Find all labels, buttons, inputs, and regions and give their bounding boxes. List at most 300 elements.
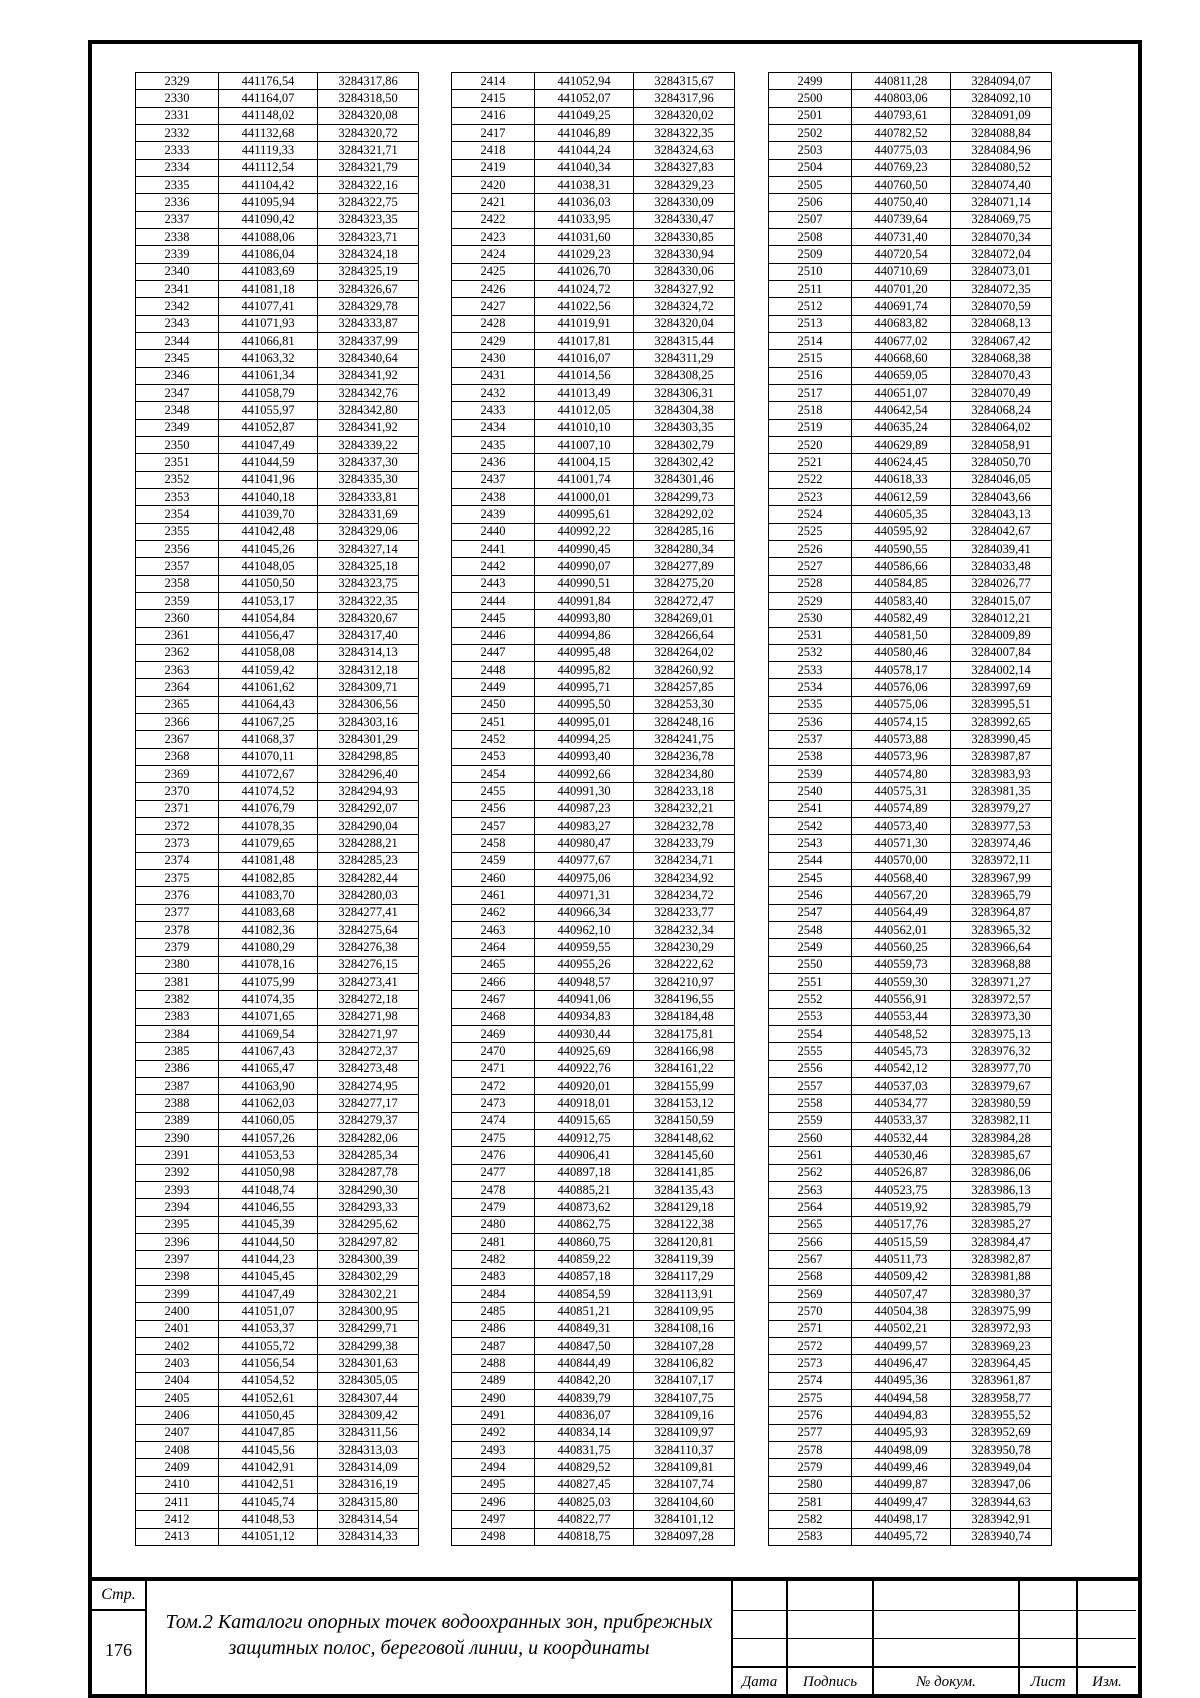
table-row xyxy=(769,90,1052,107)
coord-y: 3284309,42 xyxy=(318,1407,419,1424)
point-number: 2531 xyxy=(769,627,852,644)
table-row xyxy=(136,523,419,540)
point-number: 2329 xyxy=(136,73,219,90)
coord-x: 440545,73 xyxy=(852,1043,951,1060)
table-row xyxy=(136,627,419,644)
point-number: 2499 xyxy=(769,73,852,90)
table-row xyxy=(136,1233,419,1250)
coord-x: 440897,18 xyxy=(535,1164,634,1181)
point-number: 2578 xyxy=(769,1441,852,1458)
coord-x: 440990,07 xyxy=(535,558,634,575)
coord-y: 3284321,71 xyxy=(318,142,419,159)
point-number: 2433 xyxy=(452,402,535,419)
coord-y: 3283942,91 xyxy=(951,1511,1052,1528)
coord-x: 441081,18 xyxy=(219,280,318,297)
coord-x: 440567,20 xyxy=(852,887,951,904)
point-number: 2526 xyxy=(769,540,852,557)
table-row xyxy=(136,332,419,349)
point-number: 2367 xyxy=(136,731,219,748)
revision-label-document: № докум. xyxy=(874,1666,1018,1694)
coord-y: 3284285,16 xyxy=(634,523,735,540)
table-row xyxy=(136,1164,419,1181)
table-row xyxy=(136,766,419,783)
coord-y: 3284002,14 xyxy=(951,662,1052,679)
point-number: 2402 xyxy=(136,1337,219,1354)
point-number: 2375 xyxy=(136,870,219,887)
coord-x: 440955,26 xyxy=(535,956,634,973)
table-row xyxy=(452,1095,735,1112)
table-row xyxy=(769,263,1052,280)
table-row xyxy=(136,176,419,193)
coord-x: 440990,45 xyxy=(535,540,634,557)
point-number: 2568 xyxy=(769,1268,852,1285)
coord-y: 3284110,37 xyxy=(634,1441,735,1458)
coord-x: 440498,09 xyxy=(852,1441,951,1458)
point-number: 2456 xyxy=(452,800,535,817)
coord-x: 441059,42 xyxy=(219,662,318,679)
coord-x: 441017,81 xyxy=(535,332,634,349)
coord-y: 3283985,79 xyxy=(951,1199,1052,1216)
point-number: 2452 xyxy=(452,731,535,748)
coord-y: 3284271,97 xyxy=(318,1026,419,1043)
point-number: 2450 xyxy=(452,696,535,713)
coord-x: 440934,83 xyxy=(535,1008,634,1025)
point-number: 2365 xyxy=(136,696,219,713)
point-number: 2369 xyxy=(136,766,219,783)
point-number: 2445 xyxy=(452,610,535,627)
coord-x: 441060,05 xyxy=(219,1112,318,1129)
revision-label-signature: Подпись xyxy=(788,1666,872,1694)
coord-y: 3284277,17 xyxy=(318,1095,419,1112)
coord-y: 3284327,83 xyxy=(634,159,735,176)
point-number: 2394 xyxy=(136,1199,219,1216)
coord-y: 3284068,38 xyxy=(951,350,1052,367)
table-row xyxy=(136,1407,419,1424)
coord-y: 3283972,11 xyxy=(951,852,1052,869)
point-number: 2403 xyxy=(136,1355,219,1372)
point-number: 2426 xyxy=(452,280,535,297)
coord-y: 3283977,53 xyxy=(951,818,1052,835)
point-number: 2421 xyxy=(452,194,535,211)
coord-x: 440576,06 xyxy=(852,679,951,696)
coord-y: 3284119,39 xyxy=(634,1251,735,1268)
coord-x: 440499,87 xyxy=(852,1476,951,1493)
table-row xyxy=(136,1008,419,1025)
coord-y: 3284305,05 xyxy=(318,1372,419,1389)
coord-x: 440844,49 xyxy=(535,1355,634,1372)
point-number: 2536 xyxy=(769,714,852,731)
point-number: 2575 xyxy=(769,1389,852,1406)
coord-y: 3283980,37 xyxy=(951,1285,1052,1302)
coord-x: 440582,49 xyxy=(852,610,951,627)
coord-x: 441078,35 xyxy=(219,818,318,835)
table-row xyxy=(452,1511,735,1528)
revision-col-change xyxy=(1078,1581,1136,1694)
coord-x: 441083,68 xyxy=(219,904,318,921)
table-row xyxy=(452,1060,735,1077)
point-number: 2554 xyxy=(769,1026,852,1043)
coord-x: 441082,36 xyxy=(219,922,318,939)
point-number: 2432 xyxy=(452,384,535,401)
point-number: 2420 xyxy=(452,176,535,193)
point-number: 2405 xyxy=(136,1389,219,1406)
table-row xyxy=(136,783,419,800)
table-row xyxy=(452,644,735,661)
coord-x: 440517,76 xyxy=(852,1216,951,1233)
table-row xyxy=(452,627,735,644)
coord-x: 440849,31 xyxy=(535,1320,634,1337)
coord-x: 441048,53 xyxy=(219,1511,318,1528)
point-number: 2484 xyxy=(452,1285,535,1302)
coord-y: 3284009,89 xyxy=(951,627,1052,644)
table-row xyxy=(452,922,735,939)
point-number: 2370 xyxy=(136,783,219,800)
coord-x: 441051,12 xyxy=(219,1528,318,1545)
table-row xyxy=(452,419,735,436)
coord-y: 3284107,75 xyxy=(634,1389,735,1406)
point-number: 2538 xyxy=(769,748,852,765)
point-number: 2503 xyxy=(769,142,852,159)
coord-y: 3284248,16 xyxy=(634,714,735,731)
coord-x: 440575,31 xyxy=(852,783,951,800)
point-number: 2547 xyxy=(769,904,852,921)
coord-x: 440825,03 xyxy=(535,1493,634,1510)
coord-x: 441078,16 xyxy=(219,956,318,973)
coord-y: 3284282,44 xyxy=(318,870,419,887)
coord-y: 3283952,69 xyxy=(951,1424,1052,1441)
coord-x: 441036,03 xyxy=(535,194,634,211)
point-number: 2442 xyxy=(452,558,535,575)
table-row xyxy=(769,644,1052,661)
point-number: 2344 xyxy=(136,332,219,349)
point-number: 2331 xyxy=(136,107,219,124)
coord-y: 3284337,99 xyxy=(318,332,419,349)
coord-x: 441053,17 xyxy=(219,592,318,609)
coord-y: 3284295,62 xyxy=(318,1216,419,1233)
coord-x: 440829,52 xyxy=(535,1459,634,1476)
point-number: 2348 xyxy=(136,402,219,419)
coord-y: 3283977,70 xyxy=(951,1060,1052,1077)
coord-y: 3283987,87 xyxy=(951,748,1052,765)
coord-y: 3284070,43 xyxy=(951,367,1052,384)
point-number: 2463 xyxy=(452,922,535,939)
coord-x: 441040,34 xyxy=(535,159,634,176)
coord-y: 3284324,18 xyxy=(318,246,419,263)
point-number: 2556 xyxy=(769,1060,852,1077)
table-row xyxy=(769,1095,1052,1112)
table-row xyxy=(452,575,735,592)
coordinate-table-1 xyxy=(135,72,419,1546)
point-number: 2457 xyxy=(452,818,535,835)
coord-y: 3284068,13 xyxy=(951,315,1052,332)
point-number: 2486 xyxy=(452,1320,535,1337)
table-row xyxy=(136,540,419,557)
point-number: 2506 xyxy=(769,194,852,211)
point-number: 2546 xyxy=(769,887,852,904)
point-number: 2472 xyxy=(452,1078,535,1095)
point-number: 2482 xyxy=(452,1251,535,1268)
table-row xyxy=(136,558,419,575)
coord-y: 3284329,23 xyxy=(634,176,735,193)
point-number: 2346 xyxy=(136,367,219,384)
table-row xyxy=(136,870,419,887)
coord-x: 440677,02 xyxy=(852,332,951,349)
table-row xyxy=(452,1182,735,1199)
point-number: 2430 xyxy=(452,350,535,367)
coord-y: 3284084,96 xyxy=(951,142,1052,159)
point-number: 2532 xyxy=(769,644,852,661)
coord-y: 3284109,16 xyxy=(634,1407,735,1424)
coord-x: 441045,39 xyxy=(219,1216,318,1233)
coord-y: 3284232,78 xyxy=(634,818,735,835)
coord-x: 440857,18 xyxy=(535,1268,634,1285)
point-number: 2363 xyxy=(136,662,219,679)
point-number: 2483 xyxy=(452,1268,535,1285)
point-number: 2464 xyxy=(452,939,535,956)
coord-y: 3284080,52 xyxy=(951,159,1052,176)
coord-y: 3284068,24 xyxy=(951,402,1052,419)
point-number: 2383 xyxy=(136,1008,219,1025)
coord-y: 3284232,34 xyxy=(634,922,735,939)
coord-y: 3284315,67 xyxy=(634,73,735,90)
coord-x: 440559,30 xyxy=(852,974,951,991)
coord-x: 440523,75 xyxy=(852,1182,951,1199)
coord-x: 440930,44 xyxy=(535,1026,634,1043)
table-row xyxy=(452,1493,735,1510)
table-row xyxy=(136,280,419,297)
coord-x: 441044,24 xyxy=(535,142,634,159)
coord-y: 3283950,78 xyxy=(951,1441,1052,1458)
coord-x: 440922,76 xyxy=(535,1060,634,1077)
table-row xyxy=(136,748,419,765)
table-row xyxy=(136,419,419,436)
point-number: 2407 xyxy=(136,1424,219,1441)
table-row xyxy=(769,1511,1052,1528)
table-row xyxy=(136,142,419,159)
revision-col-document xyxy=(874,1581,1020,1694)
coord-y: 3284113,91 xyxy=(634,1285,735,1302)
point-number: 2487 xyxy=(452,1337,535,1354)
coord-x: 440573,88 xyxy=(852,731,951,748)
coord-y: 3284317,96 xyxy=(634,90,735,107)
point-number: 2470 xyxy=(452,1043,535,1060)
coord-x: 440769,23 xyxy=(852,159,951,176)
table-row xyxy=(452,870,735,887)
coord-x: 440564,49 xyxy=(852,904,951,921)
coord-x: 440920,01 xyxy=(535,1078,634,1095)
coord-x: 441065,47 xyxy=(219,1060,318,1077)
table-row xyxy=(452,124,735,141)
coord-x: 440504,38 xyxy=(852,1303,951,1320)
point-number: 2534 xyxy=(769,679,852,696)
point-number: 2525 xyxy=(769,523,852,540)
coord-y: 3283961,87 xyxy=(951,1372,1052,1389)
table-row xyxy=(769,1459,1052,1476)
coord-x: 441071,93 xyxy=(219,315,318,332)
table-row xyxy=(136,974,419,991)
coord-x: 441041,96 xyxy=(219,471,318,488)
table-row xyxy=(452,1078,735,1095)
point-number: 2519 xyxy=(769,419,852,436)
coord-y: 3284290,30 xyxy=(318,1182,419,1199)
point-number: 2466 xyxy=(452,974,535,991)
coord-y: 3284275,20 xyxy=(634,575,735,592)
point-number: 2340 xyxy=(136,263,219,280)
point-number: 2413 xyxy=(136,1528,219,1545)
coord-y: 3284150,59 xyxy=(634,1112,735,1129)
point-number: 2377 xyxy=(136,904,219,921)
coord-y: 3284266,64 xyxy=(634,627,735,644)
coord-y: 3284236,78 xyxy=(634,748,735,765)
point-number: 2551 xyxy=(769,974,852,991)
coord-x: 441066,81 xyxy=(219,332,318,349)
point-number: 2522 xyxy=(769,471,852,488)
point-number: 2461 xyxy=(452,887,535,904)
coord-y: 3284330,09 xyxy=(634,194,735,211)
point-number: 2440 xyxy=(452,523,535,540)
point-number: 2541 xyxy=(769,800,852,817)
coord-x: 441050,45 xyxy=(219,1407,318,1424)
table-row xyxy=(769,835,1052,852)
coord-x: 440499,46 xyxy=(852,1459,951,1476)
point-number: 2387 xyxy=(136,1078,219,1095)
coord-y: 3284303,35 xyxy=(634,419,735,436)
table-row xyxy=(769,800,1052,817)
table-row xyxy=(136,1389,419,1406)
coord-x: 441042,91 xyxy=(219,1459,318,1476)
coord-y: 3284145,60 xyxy=(634,1147,735,1164)
coord-x: 440495,93 xyxy=(852,1424,951,1441)
coord-x: 440995,50 xyxy=(535,696,634,713)
coord-x: 440710,69 xyxy=(852,263,951,280)
point-number: 2399 xyxy=(136,1285,219,1302)
coord-y: 3283981,35 xyxy=(951,783,1052,800)
coord-y: 3284306,31 xyxy=(634,384,735,401)
table-row xyxy=(452,454,735,471)
coord-y: 3284104,60 xyxy=(634,1493,735,1510)
coord-x: 441068,37 xyxy=(219,731,318,748)
table-row xyxy=(136,696,419,713)
table-row xyxy=(452,610,735,627)
table-row xyxy=(769,922,1052,939)
coord-y: 3284311,29 xyxy=(634,350,735,367)
coord-y: 3284299,73 xyxy=(634,488,735,505)
coord-y: 3284320,67 xyxy=(318,610,419,627)
table-row xyxy=(452,887,735,904)
coord-y: 3284234,72 xyxy=(634,887,735,904)
table-row xyxy=(136,1026,419,1043)
point-number: 2562 xyxy=(769,1164,852,1181)
coord-x: 440822,77 xyxy=(535,1511,634,1528)
point-number: 2347 xyxy=(136,384,219,401)
coord-x: 440553,44 xyxy=(852,1008,951,1025)
point-number: 2372 xyxy=(136,818,219,835)
coord-x: 441007,10 xyxy=(535,436,634,453)
point-number: 2373 xyxy=(136,835,219,852)
coord-x: 441054,84 xyxy=(219,610,318,627)
point-number: 2425 xyxy=(452,263,535,280)
coord-x: 440581,50 xyxy=(852,627,951,644)
point-number: 2337 xyxy=(136,211,219,228)
revision-label-sheet: Лист xyxy=(1020,1666,1076,1694)
coord-y: 3284320,72 xyxy=(318,124,419,141)
coord-y: 3284106,82 xyxy=(634,1355,735,1372)
table-row xyxy=(769,228,1052,245)
coord-x: 441050,98 xyxy=(219,1164,318,1181)
point-number: 2510 xyxy=(769,263,852,280)
point-number: 2496 xyxy=(452,1493,535,1510)
point-number: 2431 xyxy=(452,367,535,384)
point-number: 2389 xyxy=(136,1112,219,1129)
table-row xyxy=(136,1095,419,1112)
coord-x: 441048,74 xyxy=(219,1182,318,1199)
table-row xyxy=(452,228,735,245)
coord-x: 441070,11 xyxy=(219,748,318,765)
point-number: 2444 xyxy=(452,592,535,609)
coord-y: 3284298,85 xyxy=(318,748,419,765)
coord-y: 3284335,30 xyxy=(318,471,419,488)
coord-y: 3284273,41 xyxy=(318,974,419,991)
coord-x: 440701,20 xyxy=(852,280,951,297)
point-number: 2382 xyxy=(136,991,219,1008)
coord-y: 3283984,47 xyxy=(951,1233,1052,1250)
coord-x: 441001,74 xyxy=(535,471,634,488)
coord-x: 440720,54 xyxy=(852,246,951,263)
coord-y: 3284293,33 xyxy=(318,1199,419,1216)
point-number: 2441 xyxy=(452,540,535,557)
point-number: 2478 xyxy=(452,1182,535,1199)
coord-x: 440578,17 xyxy=(852,662,951,679)
coord-y: 3283983,93 xyxy=(951,766,1052,783)
coord-x: 441046,55 xyxy=(219,1199,318,1216)
point-number: 2393 xyxy=(136,1182,219,1199)
table-row xyxy=(769,1285,1052,1302)
point-number: 2454 xyxy=(452,766,535,783)
coord-x: 441082,85 xyxy=(219,870,318,887)
coord-x: 440595,92 xyxy=(852,523,951,540)
coord-y: 3284318,50 xyxy=(318,90,419,107)
point-number: 2417 xyxy=(452,124,535,141)
table-row xyxy=(136,644,419,661)
coord-y: 3284253,30 xyxy=(634,696,735,713)
table-row xyxy=(452,1043,735,1060)
point-number: 2577 xyxy=(769,1424,852,1441)
coord-y: 3283965,79 xyxy=(951,887,1052,904)
coord-x: 441063,90 xyxy=(219,1078,318,1095)
point-number: 2502 xyxy=(769,124,852,141)
coord-y: 3284073,01 xyxy=(951,263,1052,280)
coord-x: 440530,46 xyxy=(852,1147,951,1164)
coord-x: 440642,54 xyxy=(852,402,951,419)
coord-x: 441063,32 xyxy=(219,350,318,367)
coord-x: 440624,45 xyxy=(852,454,951,471)
point-number: 2495 xyxy=(452,1476,535,1493)
coord-y: 3283984,28 xyxy=(951,1130,1052,1147)
coord-x: 440992,66 xyxy=(535,766,634,783)
coord-y: 3284307,44 xyxy=(318,1389,419,1406)
coord-x: 441056,47 xyxy=(219,627,318,644)
coord-x: 440873,62 xyxy=(535,1199,634,1216)
coord-y: 3284323,75 xyxy=(318,575,419,592)
coord-x: 440959,55 xyxy=(535,939,634,956)
coord-x: 441074,52 xyxy=(219,783,318,800)
table-row xyxy=(452,852,735,869)
table-row xyxy=(136,1511,419,1528)
point-number: 2569 xyxy=(769,1285,852,1302)
point-number: 2566 xyxy=(769,1233,852,1250)
table-row xyxy=(769,783,1052,800)
point-number: 2418 xyxy=(452,142,535,159)
